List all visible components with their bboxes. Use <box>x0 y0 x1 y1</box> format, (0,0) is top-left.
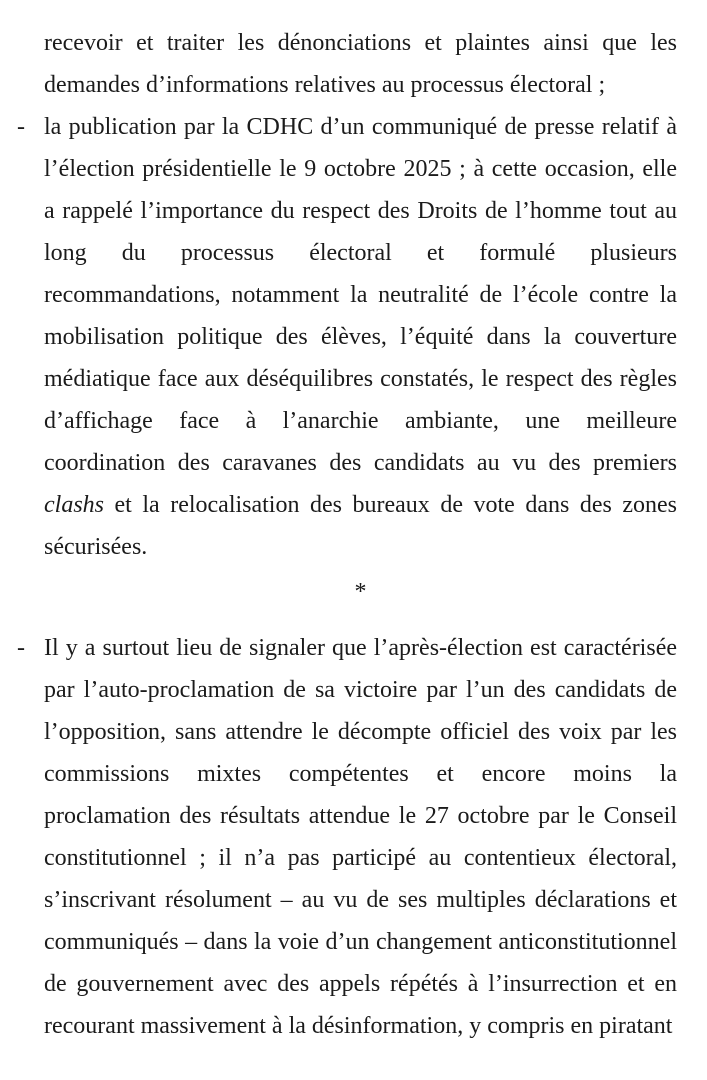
list-item-post-election <box>17 627 677 1047</box>
italic-word-clashs: clashs <box>44 492 104 518</box>
dash-marker: - <box>17 635 25 661</box>
paragraph-continuation <box>44 22 677 106</box>
list-item-cdhc-communique <box>17 106 677 568</box>
paragraph-text: Il y a surtout lieu de signaler que l’après-élection est caractérisée par l’auto-proclamation de sa victoire par l’un des candidats de l’opposition, sans attendre le décompte officiel des voix par les commissions mixtes compétentes et encore moins la proclamation des résultats attendue le 27 octobre par le Conseil constitutionnel ; il n’a pas participé au contentieux électoral, s’inscrivant résolument – au vu de ses multiples déclarations et communiqués – dans la voie d’un changement anticonstitutionnel de gouvernement avec des appels répétés à l’insurrection et en recourant massivement à la désinformation, y compris en piratant <box>44 635 677 1039</box>
paragraph-text: et la relocalisation des bureaux de vote dans des zones sécurisées. <box>44 492 677 560</box>
section-separator-asterisk: * <box>354 579 367 605</box>
dash-marker: - <box>17 114 25 140</box>
paragraph-text: la publication par la CDHC d’un communiqué de presse relatif à l’élection présidentielle le 9 octobre 2025 ; à cette occasion, elle a rappelé l’importance du respect des Droits de l’homme tout au long du processus électoral et formulé plusieurs recommandations, notamment la neutralité de l’école contre la mobilisation politique des élèves, l’équité dans la couverture médiatique face aux déséquilibres constatés, le respect des règles d’affichage face à l’anarchie ambiante, une meilleure coordination des caravanes des candidats au vu des premiers <box>44 114 677 476</box>
paragraph-text: recevoir et traiter les dénonciations et plaintes ainsi que les demandes d’informations relatives au processus électoral ; <box>44 30 677 98</box>
